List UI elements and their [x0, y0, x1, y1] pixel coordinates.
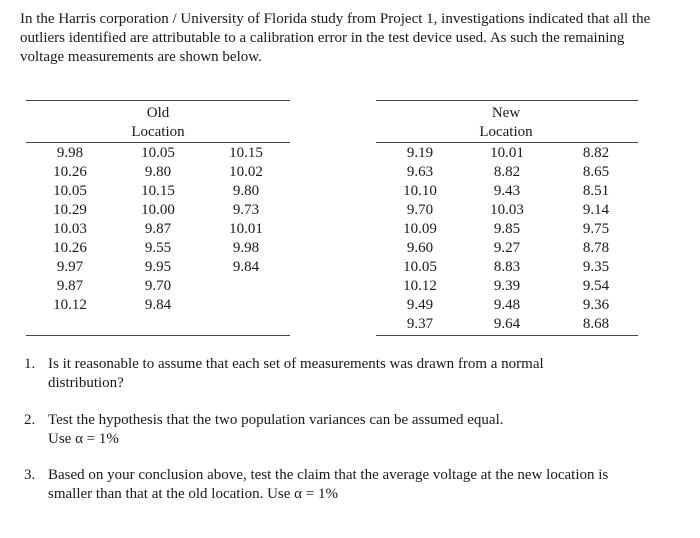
new-col-2-cell: 10.01 [490, 145, 524, 161]
new-col-3-cell: 8.82 [582, 145, 610, 161]
old-col-2-cell: 9.80 [144, 164, 172, 180]
question-1 [24, 355, 656, 393]
old-col-2-cell: 10.00 [141, 202, 175, 218]
new-col-3 [566, 144, 626, 334]
new-table-header-rule [376, 142, 638, 143]
old-col-3-cell: 10.01 [229, 221, 263, 237]
old-col-2-cell: 9.55 [144, 240, 172, 256]
old-col-1-cell: 9.87 [56, 278, 84, 294]
old-col-1-cell: 10.26 [53, 164, 87, 180]
old-col-2-cell: 9.70 [144, 278, 172, 294]
old-col-3-cell: 10.15 [229, 145, 263, 161]
new-table-header-location: Location [479, 124, 533, 140]
old-col-1-cell: 10.26 [53, 240, 87, 256]
new-col-1-cell: 9.37 [406, 316, 434, 332]
new-col-3-cell: 8.78 [582, 240, 610, 256]
old-col-3-cell: 10.02 [229, 164, 263, 180]
question-1-text: Is it reasonable to assume that each set of measurements was drawn from a normal distribution? [48, 356, 544, 391]
new-col-2-cell: 9.39 [493, 278, 521, 294]
new-col-1-cell: 9.49 [406, 297, 434, 313]
new-col-3-cell: 9.54 [582, 278, 610, 294]
question-3-text: Based on your conclusion above, test the claim that the average voltage at the new location is smaller than that at the old location. Use α = 1% [48, 467, 609, 502]
new-col-1 [390, 144, 450, 334]
new-col-2-cell: 9.43 [493, 183, 521, 199]
new-col-3-cell: 9.35 [582, 259, 610, 275]
old-col-1-cell: 9.97 [56, 259, 84, 275]
old-col-1-cell: 10.12 [53, 297, 87, 313]
new-table-header-new: New [491, 105, 521, 121]
new-col-2-cell: 8.83 [493, 259, 521, 275]
new-col-1-cell: 10.10 [403, 183, 437, 199]
new-col-3-cell: 8.68 [582, 316, 610, 332]
old-col-2-cell: 10.15 [141, 183, 175, 199]
old-col-2-cell: 10.05 [141, 145, 175, 161]
question-3-number: 3. [24, 467, 36, 483]
new-col-3-cell: 9.36 [582, 297, 610, 313]
old-col-2-cell: 9.87 [144, 221, 172, 237]
old-col-2-cell: 9.95 [144, 259, 172, 275]
new-col-1-cell: 9.19 [406, 145, 434, 161]
new-col-2-cell: 9.64 [493, 316, 521, 332]
old-col-3-cell: 9.80 [232, 183, 260, 199]
new-col-3-cell: 9.14 [582, 202, 610, 218]
old-col-1-cell: 10.29 [53, 202, 87, 218]
new-col-2-cell: 9.27 [493, 240, 521, 256]
new-col-1-cell: 10.05 [403, 259, 437, 275]
new-col-1-cell: 10.09 [403, 221, 437, 237]
new-col-3-cell: 9.75 [582, 221, 610, 237]
question-1-number: 1. [24, 356, 36, 372]
new-col-1-cell: 9.70 [406, 202, 434, 218]
old-table-header-old: Old [146, 105, 170, 121]
question-2-line-1: Test the hypothesis that the two population variances can be assumed equal. [48, 412, 504, 428]
question-2-number: 2. [24, 412, 36, 428]
old-col-2-cell: 9.84 [144, 297, 172, 313]
new-col-2-cell: 9.85 [493, 221, 521, 237]
new-table-bottom-rule [376, 335, 638, 336]
new-col-1-cell: 9.63 [406, 164, 434, 180]
new-col-2-cell: 9.48 [493, 297, 521, 313]
new-col-2 [477, 144, 537, 334]
old-col-1-cell: 9.98 [56, 145, 84, 161]
new-col-3-cell: 8.65 [582, 164, 610, 180]
old-col-3-cell: 9.73 [232, 202, 260, 218]
old-col-1-cell: 10.05 [53, 183, 87, 199]
old-col-3-cell: 9.98 [232, 240, 260, 256]
old-col-1-cell: 10.03 [53, 221, 87, 237]
intro-paragraph: In the Harris corporation / University of Florida study from Project 1, investigations indicated that all the outliers identified are attributable to a calibration error in the test device used. As such the remaining voltage measurements are shown below. [20, 11, 651, 65]
question-3 [24, 466, 656, 504]
old-table-header-location: Location [131, 124, 185, 140]
question-2 [24, 411, 656, 449]
new-col-2-cell: 10.03 [490, 202, 524, 218]
old-col-3-cell: 9.84 [232, 259, 260, 275]
question-2-line-2: Use α = 1% [48, 431, 119, 447]
new-col-2-cell: 8.82 [493, 164, 521, 180]
new-col-1-cell: 10.12 [403, 278, 437, 294]
new-table-top-rule [376, 100, 638, 101]
new-col-1-cell: 9.60 [406, 240, 434, 256]
new-col-3-cell: 8.51 [582, 183, 610, 199]
